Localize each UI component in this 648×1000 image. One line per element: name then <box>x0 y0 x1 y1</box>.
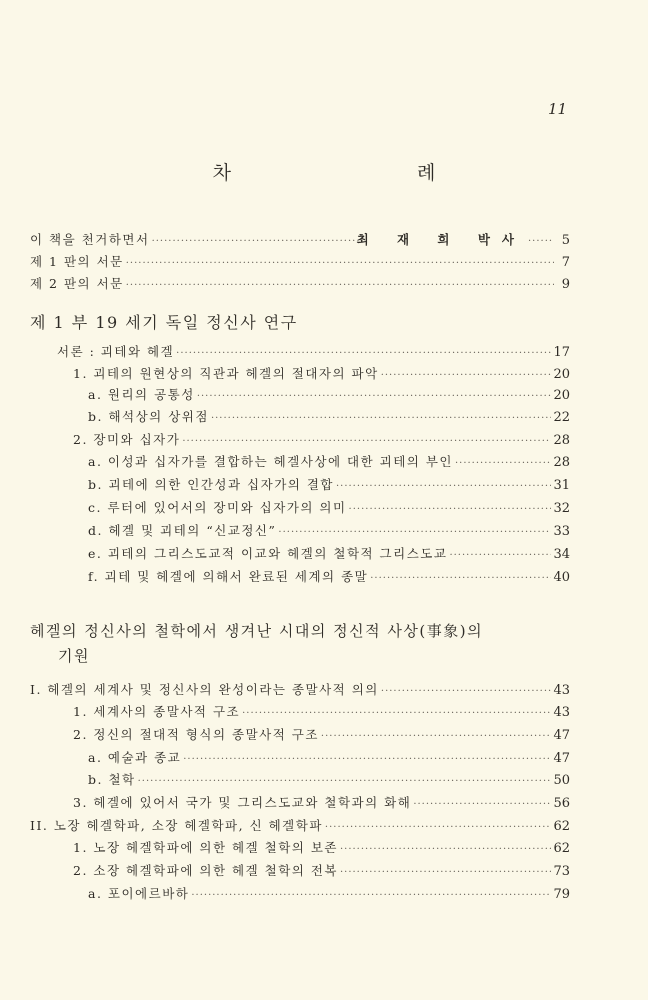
dot-leader <box>183 750 551 770</box>
entry-title: 3. 헤겔에 있어서 국가 및 그리스도교와 철학과의 화해 <box>73 795 412 810</box>
entry-title: 2. 정신의 절대적 형식의 종말사적 구조 <box>73 727 319 742</box>
dot-leader <box>413 795 551 815</box>
entry-title: b. 해석상의 상위점 <box>88 409 209 424</box>
dot-leader <box>197 387 552 407</box>
entry-title: 제 2 판의 서문 <box>30 276 124 291</box>
entry-title: 제 1 판의 서문 <box>30 254 124 269</box>
dot-leader <box>370 569 551 589</box>
toc-entry[interactable] <box>88 475 570 495</box>
entry-title: c. 루터에 있어서의 장미와 십자가의 의미 <box>88 500 347 515</box>
dot-leader <box>349 500 552 520</box>
toc-entry[interactable] <box>73 861 570 881</box>
toc-entry[interactable] <box>88 544 570 564</box>
entry-page: 32 <box>553 501 570 516</box>
entry-title: a. 포이에르바하 <box>88 886 190 901</box>
toc-entry[interactable] <box>73 793 570 813</box>
entry-page: 56 <box>553 796 570 811</box>
entry-page: 5 <box>561 233 570 248</box>
entry-page: 62 <box>553 841 570 856</box>
dot-leader <box>242 704 551 724</box>
entry-title: 1. 노장 헤겔학파에 의한 헤겔 철학의 보존 <box>73 840 338 855</box>
entry-title: d. 헤겔 및 괴테의 “신교정신” <box>88 523 277 538</box>
entry-title: 2. 소장 헤겔학파에 의한 헤겔 철학의 전복 <box>73 863 338 878</box>
entry-page: 34 <box>553 547 570 562</box>
toc-entry[interactable] <box>88 567 570 587</box>
entry-page: 47 <box>553 751 570 766</box>
entry-page: 33 <box>553 524 570 539</box>
entry-page: 40 <box>553 570 570 585</box>
dot-leader <box>152 232 355 252</box>
entry-title: I. 헤겔의 세계사 및 정신사의 완성이라는 종말사적 의의 <box>30 682 379 697</box>
entry-page: 31 <box>553 478 570 493</box>
entry-page: 7 <box>561 255 570 270</box>
dot-leader <box>340 863 551 883</box>
entry-author: 최 재 희 박사 <box>356 232 526 247</box>
entry-title: a. 원리의 공통성 <box>88 387 195 402</box>
entry-page: 47 <box>553 728 570 743</box>
dot-leader <box>381 366 552 386</box>
entry-title: 1. 괴테의 원현상의 직관과 헤겔의 절대자의 파악 <box>73 366 379 381</box>
toc-entry[interactable] <box>30 274 570 294</box>
dot-leader <box>126 254 554 274</box>
toc-entry[interactable] <box>30 230 570 250</box>
dot-leader <box>381 682 552 702</box>
entry-title: a. 예술과 종교 <box>88 750 182 765</box>
toc-entry[interactable] <box>88 884 570 904</box>
toc-title: 차 례 <box>212 162 526 184</box>
entry-page: 20 <box>553 367 570 382</box>
dot-leader <box>325 818 552 838</box>
entry-page: 79 <box>553 887 570 902</box>
entry-page: 28 <box>553 455 570 470</box>
toc-entry[interactable] <box>30 252 570 272</box>
entry-page: 43 <box>553 705 570 720</box>
entry-title: 이 책을 천거하면서 <box>30 232 150 247</box>
entry-page: 73 <box>553 864 570 879</box>
page-number: 11 <box>548 100 568 118</box>
toc-entry[interactable] <box>88 407 570 427</box>
toc-entry[interactable] <box>57 342 570 362</box>
entry-page: 43 <box>553 683 570 698</box>
toc-entry[interactable] <box>88 452 570 472</box>
toc-entry[interactable] <box>88 498 570 518</box>
entry-page: 20 <box>553 388 570 403</box>
entry-page: 22 <box>553 410 570 425</box>
entry-title: 1. 세계사의 종말사적 구조 <box>73 704 241 719</box>
part1-heading: 제 1 부 19 세기 독일 정신사 연구 <box>30 313 298 332</box>
toc-entry[interactable] <box>88 770 570 790</box>
dot-leader <box>528 232 554 252</box>
dot-leader <box>138 772 552 792</box>
toc-entry[interactable] <box>73 702 570 722</box>
dot-leader <box>455 454 551 474</box>
entry-title: f. 괴테 및 헤겔에 의해서 완료된 세계의 종말 <box>88 569 369 584</box>
toc-entry[interactable] <box>88 385 570 405</box>
entry-page: 50 <box>553 773 570 788</box>
dot-leader <box>211 409 552 429</box>
entry-title: a. 이성과 십자가를 결합하는 헤겔사상에 대한 괴테의 부인 <box>88 454 453 469</box>
section2-heading: 헤겔의 정신사의 철학에서 생겨난 시대의 정신적 사상(事象)의 <box>30 622 484 640</box>
entry-page: 28 <box>553 433 570 448</box>
dot-leader <box>176 344 551 364</box>
toc-entry[interactable] <box>73 838 570 858</box>
dot-leader <box>191 886 551 906</box>
dot-leader <box>182 432 551 452</box>
toc-entry[interactable] <box>88 521 570 541</box>
section2-heading-cont: 기원 <box>58 647 90 665</box>
entry-page: 17 <box>553 345 570 360</box>
entry-title: II. 노장 헤겔학파, 소장 헤겔학파, 신 헤겔학파 <box>30 818 323 833</box>
toc-entry[interactable] <box>73 725 570 745</box>
entry-title: b. 철학 <box>88 772 136 787</box>
dot-leader <box>321 727 552 747</box>
entry-title: 서론 : 괴테와 헤겔 <box>57 344 175 359</box>
dot-leader <box>126 276 554 296</box>
entry-page: 9 <box>561 277 570 292</box>
toc-entry[interactable] <box>88 748 570 768</box>
dot-leader <box>449 546 551 566</box>
entry-title: e. 괴테의 그리스도교적 이교와 헤겔의 철학적 그리스도교 <box>88 546 448 561</box>
dot-leader <box>340 840 551 860</box>
toc-entry[interactable] <box>30 680 570 700</box>
toc-entry[interactable] <box>73 430 570 450</box>
dot-leader <box>278 523 551 543</box>
entry-page: 62 <box>553 819 570 834</box>
toc-entry[interactable] <box>73 364 570 384</box>
toc-entry[interactable] <box>30 816 570 836</box>
entry-title: 2. 장미와 십자가 <box>73 432 181 447</box>
entry-title: b. 괴테에 의한 인간성과 십자가의 결합 <box>88 477 334 492</box>
dot-leader <box>336 477 551 497</box>
